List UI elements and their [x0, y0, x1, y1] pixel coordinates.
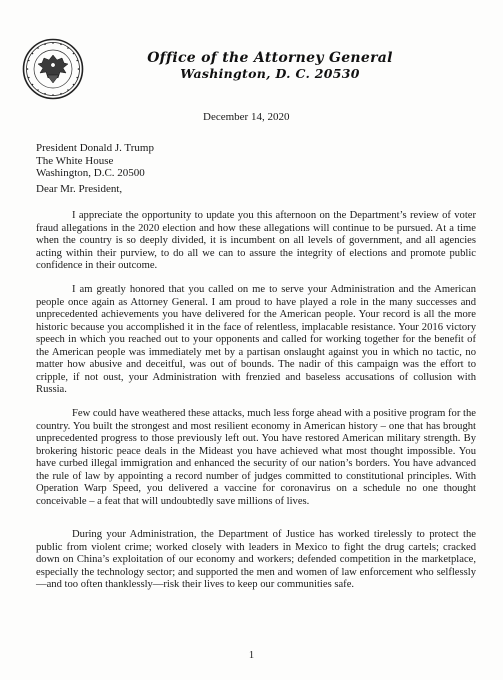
page-number: 1	[248, 650, 255, 661]
doj-seal-icon	[22, 38, 84, 100]
body-paragraph: I am greatly honored that you called on me to serve your Administration and the American people once again as Attorney General. I am proud to have played a role in the many successes and unprecedented achievements you have delivered for the American people. Your record is all the more historic because you accomplished it in the face of relentless, implacable resistance. Your 2016 victory speech in which you reached out to your opponents and called for working together for the benefit of the American people was immediately met by a partisan onslaught against you in which no tactic, no matter how abusive and deceitful, was out of bounds. The nadir of this campaign was the effort to cripple, if not oust, your Administration with frenzied and baseless accusations of collusion with Russia.	[36, 284, 476, 396]
body-paragraph: Few could have weathered these attacks, much less forge ahead with a positive program for the country. You built the strongest and most resilient economy in American history – one that has brought unprecedented progress to those previously left out. You have restored American military strength. By brokering historic peace deals in the Mideast you have achieved what most thought impossible. You have curbed illegal immigration and enhanced the security of our nation’s borders. You have advanced the rule of law by appointing a record number of judges committed to constitutional principles. With Operation Warp Speed, you delivered a vaccine for coronavirus on a schedule no one thought conceivable – a feat that will undoubtedly save millions of lives.	[36, 408, 476, 507]
body-paragraph: I appreciate the opportunity to update you this afternoon on the Department’s review of voter fraud allegations in the 2020 election and how these allegations will continue to be pursued. At a time when the country is so deeply divided, it is incumbent on all levels of government, and all agencies acting within their purview, to do all we can to assure the integrity of elections and promote public confidence in their outcome.	[36, 210, 476, 272]
recipient-city: Washington, D.C. 20500	[36, 167, 145, 179]
letterhead	[130, 50, 410, 82]
letter-date: December 14, 2020	[203, 111, 290, 123]
body-paragraph: During your Administration, the Department of Justice has worked tirelessly to protect the public from violent crime; worked closely with leaders in Mexico to fight the drug cartels; cracked down on China’s exploitation of our economy and workers; defended competition in the marketplace, especially the technology sector; and supported the men and women of law enforcement who selflessly—and too often thanklessly—risk their lives to keep our communities safe.	[36, 529, 476, 591]
salutation: Dear Mr. President,	[36, 183, 123, 195]
letterhead-city: Washington, D. C. 20530	[180, 66, 360, 81]
recipient-name: President Donald J. Trump	[36, 142, 154, 154]
recipient-building: The White House	[36, 154, 114, 167]
recipient-address	[36, 142, 154, 180]
letterhead-office: Office of the Attorney General	[147, 50, 393, 66]
